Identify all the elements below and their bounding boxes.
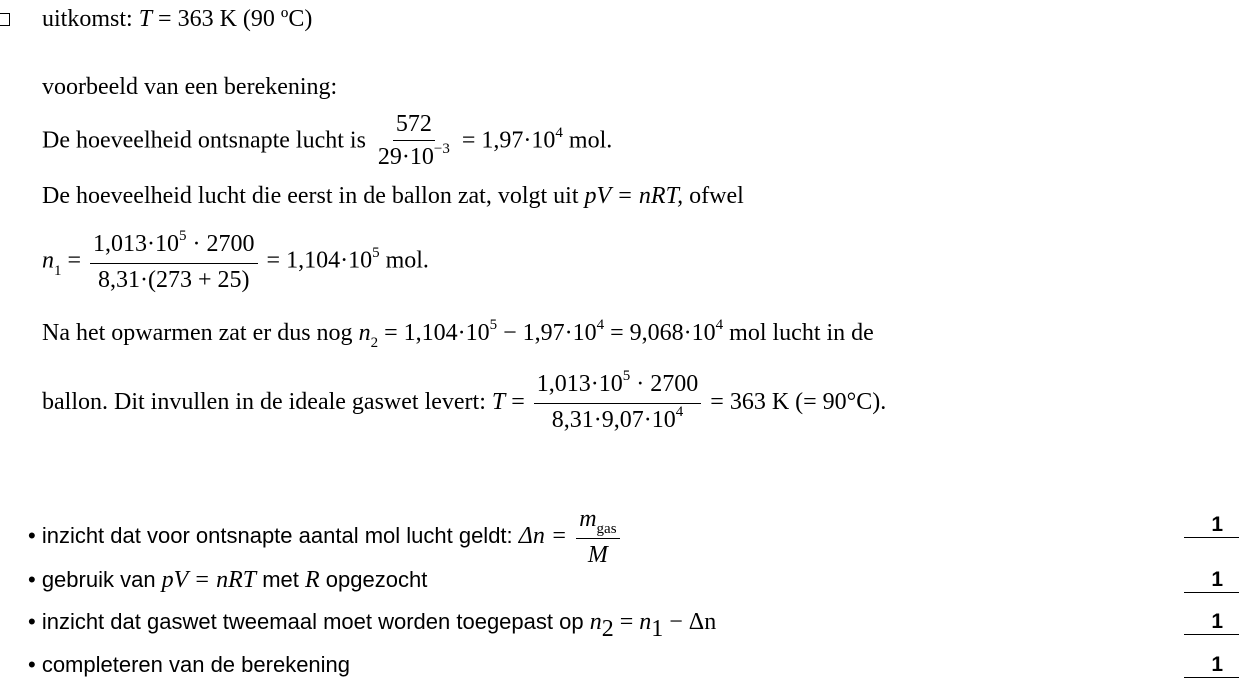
temperature-result: = 363 K (= 90°C).: [704, 389, 887, 416]
example-heading: voorbeeld van een berekening:: [42, 74, 338, 100]
expr-c-exponent: 4: [715, 317, 724, 333]
mass-subscript: gas: [596, 521, 617, 537]
mass-over-molar-fraction: [576, 505, 619, 569]
n2-subscript: 2: [601, 616, 614, 642]
n2-text: Na het opwarmen zat er dus nog: [42, 320, 359, 346]
n1-symbol: n: [639, 609, 652, 635]
score-4: 1: [1184, 653, 1239, 678]
gas-law-equation: pV = nRT,: [584, 183, 684, 209]
criterion-2: [28, 566, 427, 594]
escaped-air-result: = 1,97·10: [455, 127, 556, 154]
expr-b: − 1,97·10: [497, 320, 597, 346]
escaped-air-line: [42, 110, 612, 174]
fraction-numerator: [576, 505, 619, 539]
n1-symbol: n: [42, 247, 54, 274]
expr-a: = 1,104·10: [378, 320, 490, 346]
den-a: 8,31·9,07·10: [551, 407, 676, 433]
criterion-text: • completeren van de berekening: [28, 652, 351, 677]
fraction-numerator: [534, 370, 702, 404]
criterion-4: [28, 651, 350, 679]
num-exponent: 5: [622, 368, 631, 384]
temperature-fraction: [534, 370, 702, 437]
score-1: 1: [1184, 513, 1239, 538]
t-symbol: T: [491, 389, 506, 416]
equals: =: [505, 389, 525, 416]
fraction-denominator: [375, 141, 453, 174]
n1-line: [42, 230, 429, 294]
n2-subscript: 2: [370, 335, 379, 351]
fraction-denominator: 8,31·(273 + 25): [98, 267, 250, 293]
num-b: · 2700: [630, 371, 699, 397]
n2-line: [42, 318, 874, 351]
num-a: 1,013·10: [93, 231, 180, 257]
n1-fraction: [90, 230, 258, 294]
outcome-line: [42, 4, 312, 34]
criterion-text: • gebruik van: [28, 567, 162, 592]
answer-checkbox: [0, 13, 10, 26]
fraction-numerator: [90, 230, 258, 264]
n1-subscript: 1: [54, 262, 62, 279]
temperature-line: [42, 370, 886, 437]
delta-n: Δn =: [518, 522, 568, 549]
n1-subscript: 1: [651, 616, 664, 642]
result-exponent: 4: [555, 124, 563, 141]
criterion-mid: met: [256, 567, 306, 592]
outcome-value: = 363 K (90 ºC): [152, 6, 313, 32]
equals: =: [613, 609, 640, 635]
criterion-post: opgezocht: [319, 567, 428, 592]
escaped-air-fraction: [375, 110, 453, 174]
n2-symbol: n: [589, 609, 602, 635]
r-symbol: R: [305, 567, 320, 593]
initial-air-after: ofwel: [683, 183, 744, 209]
den-exponent: 4: [675, 404, 684, 420]
expr-a-exponent: 5: [489, 317, 498, 333]
molar-mass-symbol: M: [587, 542, 608, 568]
escaped-air-text: De hoeveelheid ontsnapte lucht is: [42, 127, 366, 154]
expr-c: = 9,068·10: [604, 320, 716, 346]
criterion-text: • inzicht dat voor ontsnapte aantal mol lucht geldt:: [28, 522, 519, 548]
n1-result: = 1,104·10: [260, 247, 373, 274]
n2-after: mol lucht in de: [723, 320, 874, 346]
outcome-var: T: [138, 6, 153, 32]
den-exponent: −3: [433, 141, 450, 157]
gas-law-equation: pV = nRT: [161, 567, 257, 593]
fraction-numerator: 572: [393, 110, 435, 141]
result-exponent: 5: [372, 244, 380, 261]
unit: mol.: [562, 127, 613, 154]
fraction-denominator: [549, 404, 686, 437]
initial-air-text: De hoeveelheid lucht die eerst in de ballon zat, volgt uit: [42, 183, 585, 209]
num-exponent: 5: [179, 228, 187, 244]
den-base: 29·10: [377, 144, 434, 170]
unit: mol.: [379, 247, 429, 274]
temperature-text: ballon. Dit invullen in de ideale gaswet levert:: [42, 389, 492, 416]
initial-air-line: [42, 181, 744, 211]
outcome-label: uitkomst:: [42, 6, 139, 32]
num-b: · 2700: [186, 231, 255, 257]
criterion-text: • inzicht dat gaswet tweemaal moet worden toegepast op: [28, 609, 590, 634]
score-3: 1: [1184, 610, 1239, 635]
mass-symbol: m: [579, 506, 597, 532]
criterion-1: [28, 505, 623, 569]
n2-symbol: n: [358, 320, 371, 346]
num-a: 1,013·10: [536, 371, 623, 397]
minus-delta-n: − Δn: [663, 609, 717, 635]
expr-b-exponent: 4: [596, 317, 605, 333]
score-2: 1: [1184, 568, 1239, 593]
equals: =: [61, 247, 82, 274]
criterion-3: [28, 608, 717, 642]
